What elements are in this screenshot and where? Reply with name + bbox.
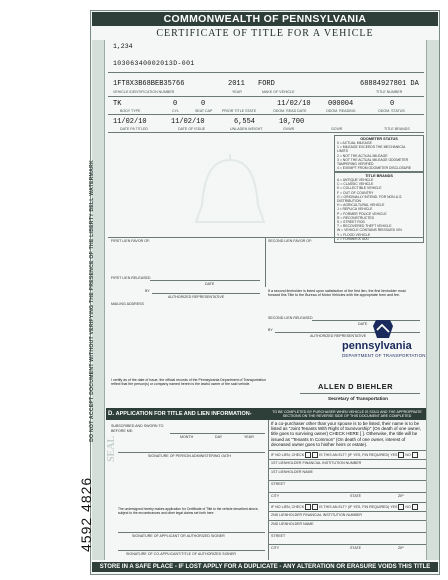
footer-warning: STORE IN A SAFE PLACE - IF LOST APPLY FOR A DUPLICATE - ANY ALTERATION OR ERASURE VOIDS THIS TITLE: [92, 562, 438, 572]
title-brand-item: A = ANTIQUE VEHICLE: [337, 178, 374, 182]
unladen-weight-label: UNLADEN WEIGHT: [230, 127, 263, 131]
no-lien-label: IF NO LIEN, CHECK: [271, 452, 305, 457]
date-pa-titled-value: 11/02/10: [113, 118, 147, 126]
elt-question: IS THIS AN ELT? (IF YES, FIN REQUIRED): [319, 504, 390, 509]
first-state-label: STATE: [350, 494, 362, 498]
subscribed-sworn-label: SUBSCRIBED AND SWORN TO BEFORE ME:: [111, 424, 164, 433]
title-brand-item: J = REPLICA VEHICLE: [337, 207, 373, 212]
liberty-bell-watermark: [170, 150, 290, 240]
odometer-status-label: ODOM. STATUS: [378, 109, 405, 113]
applicant-signature-line[interactable]: [118, 532, 265, 533]
odometer-status-item: 0 = ACTUAL MILEAGE: [337, 141, 372, 145]
seat-cap-label: SEAT CAP: [195, 109, 213, 113]
yes-checkbox-2[interactable]: [398, 504, 404, 510]
title-brand-item: F = OUT OF COUNTRY: [337, 190, 374, 195]
title-number-value: 68884927801 DA: [360, 80, 419, 88]
penndot-keystone-icon: [372, 318, 394, 340]
title-brands-label: TITLE BRANDS: [384, 127, 410, 131]
section-d-letter: D.: [108, 411, 114, 417]
title-brands-title: TITLE BRANDS: [365, 174, 393, 178]
make-label: MAKE OF VEHICLE: [262, 90, 295, 94]
year-label: YEAR: [232, 90, 242, 94]
dept-sub: DEPARTMENT OF TRANSPORTATION: [342, 353, 426, 358]
first-lien-date-label: DATE: [205, 282, 215, 286]
gcwr-label: GCWR: [331, 127, 343, 131]
coapplicant-signature-label: SIGNATURE OF CO-APPLICANT/TITLE OF AUTHORIZED SIGNER: [126, 552, 236, 556]
cyl-value: 0: [173, 100, 178, 108]
second-street-label: STREET: [271, 534, 286, 538]
first-city-label: CITY: [271, 494, 280, 498]
oath-signature-label: SIGNATURE OF PERSON ADMINISTERING OATH: [148, 454, 231, 458]
second-lien-released-line[interactable]: [312, 320, 420, 321]
title-brand-item: C = CLASSIC VEHICLE: [337, 182, 374, 187]
first-lien-by-label: BY: [145, 289, 150, 293]
document-subtitle: CERTIFICATE OF TITLE FOR A VEHICLE: [156, 28, 374, 39]
seal-mark: SEAL: [106, 435, 117, 462]
second-lienholder-fin-label: 2ND LIENHOLDER FINANCIAL INSTITUTION NUMBER: [271, 513, 362, 517]
odometer-status-item: 2 = NOT THE ACTUAL MILEAGE: [337, 153, 388, 158]
divider: [268, 459, 426, 460]
second-state-label: STATE: [350, 546, 362, 550]
no-lien-checkbox-2[interactable]: [305, 504, 311, 510]
second-lien-notice: If a second lienholder is listed upon satisfaction of the first lien, the first lienholder must forward this Title to the Bureau of Motor Vehicles with the appropriate form and fee.: [268, 289, 406, 298]
second-lien-auth-rep-label: AUTHORIZED REPRESENTATIVE: [310, 334, 367, 338]
divider: [268, 544, 426, 545]
date-of-issue-label: DATE OF ISSUE: [178, 127, 206, 131]
coapplicant-signature-line[interactable]: [118, 550, 265, 551]
section-d-header: [106, 408, 268, 420]
banner-title: COMMONWEALTH OF PENNSYLVANIA: [92, 12, 438, 26]
second-city-label: CITY: [271, 546, 280, 550]
year-value: 2011: [228, 80, 245, 88]
odometer-status-item: 1 = MILEAGE EXCEEDS THE MECHANICAL: [337, 145, 406, 150]
gvwr-label: GVWR: [283, 127, 295, 131]
divider: [265, 237, 266, 287]
odometer-status-item: TAMPERING VERIFIED: [337, 162, 374, 167]
title-brand-item: K = COLLECTIBLE VEHICLE: [337, 186, 382, 191]
title-brand-item: S = STREET ROD: [337, 220, 365, 225]
cyl-label: CYL: [172, 109, 179, 113]
month-label: MONTH: [180, 435, 194, 439]
odometer-status-item: 3 = NOT THE ACTUAL MILEAGE ODOMETER: [337, 157, 409, 162]
prior-state-label: PRIOR TITLE STATE: [222, 109, 257, 113]
first-lien-favor-label: FIRST LIEN FAVOR OF:: [111, 239, 151, 243]
watermark-warning: DO NOT ACCEPT DOCUMENT WITHOUT VERIFYING THE PRESENCE OF THE LIBERTY BELL WATERMARK: [89, 160, 95, 442]
year-label-oath: YEAR: [244, 435, 254, 439]
odometer-date-label: ODOM. READ DATE: [273, 109, 307, 113]
mailing-address-label: MAILING ADDRESS: [111, 302, 144, 306]
no-label: NO: [405, 504, 411, 509]
no-checkbox-2[interactable]: [412, 504, 418, 510]
vin-value: 1FT8X3B68BEB35766: [113, 80, 185, 88]
first-lien-released-line[interactable]: [150, 280, 260, 281]
odometer-status-legend: [334, 135, 424, 172]
title-brands-legend: [334, 172, 424, 243]
oath-date-line[interactable]: [170, 433, 265, 434]
title-brand-item: R = RECONSTRUCTED: [337, 215, 375, 220]
second-lien-released-label: SECOND LIEN RELEASED: [268, 316, 313, 320]
applicant-statement: The undersigned hereby makes application for Certificate of Title to the vehicle described above, subject to the encumbrances and other legal claims set forth here.: [118, 507, 259, 515]
right-security-border: [426, 40, 439, 560]
secretary-name: ALLEN D BIEHLER: [318, 382, 393, 391]
divider: [268, 520, 426, 521]
second-lienholder-name-label: 2ND LIENHOLDER NAME: [271, 522, 314, 526]
secretary-title: Secretary of Transportation: [328, 396, 388, 401]
divider: [268, 492, 426, 493]
joint-tenancy-text: If a co-purchaser other than your spouse is to be listed, their name is to be listed as "Joint Tenants With Right of Survivorship" (On death of one owner, title goes to surviving owner) CHECK HERE [ ]. Otherwise, the title will be issued as "Tenants In Common" (On death of one owner, interest of deceased owner goes to his/her heirs or estate).: [271, 421, 421, 447]
odometer-status-item: LIMITS: [337, 149, 348, 154]
second-lien-by-line[interactable]: [275, 332, 420, 333]
divider: [268, 420, 269, 560]
make-value: FORD: [258, 80, 275, 88]
serial-number: 4592 4826: [78, 476, 94, 552]
divider: [268, 502, 426, 503]
section-d-instructions: TO BE COMPLETED BY PURCHASER WHEN VEHICLE IS SOLD AND THE APPROPRIATE SECTIONS ON THE REVERSE SIDE OF THIS DOCUMENT ARE COMPLETED: [268, 408, 426, 420]
divider: [108, 114, 424, 115]
first-lien-by-line[interactable]: [152, 293, 260, 294]
first-lienholder-name-label: 1ST LIENHOLDER NAME: [271, 470, 313, 474]
first-zip-label: ZIP: [398, 494, 404, 498]
divider: [108, 72, 424, 73]
second-zip-label: ZIP: [398, 546, 404, 550]
first-lienholder-fin-label: 1ST LIENHOLDER FINANCIAL INSTITUTION NUMBER: [271, 461, 362, 465]
second-lien-by-label: BY: [268, 328, 273, 332]
divider: [268, 450, 426, 451]
signature-line: [300, 393, 420, 394]
odometer-reading-label: ODOM. READING: [326, 109, 356, 113]
title-number-label: TITLE NUMBER: [376, 90, 403, 94]
certification-text: I certify as of the date of issue, the official records of the Pennsylvania Department of Transportation reflect that the person(s) or company named herein is the lawful owner of the said vehicle.: [111, 378, 266, 387]
day-label: DAY: [215, 435, 223, 439]
no-lien-row-2: [271, 504, 418, 510]
applicant-signature-label: SIGNATURE OF APPLICANT OR AUTHORIZED SIGNER: [132, 534, 225, 538]
odometer-status-value: 0: [390, 100, 395, 108]
title-brand-item: G = ORIGINALLY INTEND. FOR NON-U.S.: [337, 194, 403, 199]
vin-label: VEHICLE IDENTIFICATION NUMBER: [113, 90, 175, 94]
title-brand-item: T = RECOVERED THEFT VEHICLE: [337, 224, 392, 229]
unladen-weight-value: 6,554: [234, 118, 256, 126]
first-street-label: STREET: [271, 482, 286, 486]
body-type-label: BODY TYPE: [120, 109, 141, 113]
oath-signature-line[interactable]: [118, 452, 265, 453]
no-label: NO: [405, 452, 411, 457]
divider: [268, 511, 426, 512]
title-brand-item: DISTRIBUTION: [337, 199, 361, 204]
title-brand-item: W = VEHICLE CONTAINS REISSUED VIN: [337, 228, 402, 233]
divider: [268, 532, 426, 533]
date-pa-titled-label: DATE PA TITLED: [120, 127, 148, 131]
odometer-status-title: ODOMETER STATUS: [360, 137, 398, 141]
no-lien-label: IF NO LIEN, CHECK: [271, 504, 305, 509]
elt-checkbox-2[interactable]: [312, 504, 318, 510]
title-brand-item: Z = FORMER A TAXI: [337, 236, 369, 241]
yes-checkbox[interactable]: [398, 452, 404, 458]
dept-name: pennsylvania: [342, 340, 412, 352]
odometer-status-list: [337, 141, 421, 170]
no-lien-checkbox[interactable]: [305, 452, 311, 458]
section-d-title: APPLICATION FOR TITLE AND LIEN INFORMATION-: [115, 411, 252, 417]
title-brand-item: H = AGRICULTURAL VEHICLE: [337, 203, 385, 208]
odometer-reading-value: 000004: [328, 100, 354, 108]
odometer-status-item: 4 = EXEMPT FROM ODOMETER DISCLOSURE: [337, 166, 412, 171]
title-brand-item: P = FORMER POLICE VEHICLE: [337, 211, 387, 216]
second-lien-favor-label: SECOND LIEN FAVOR OF:: [268, 239, 313, 243]
date-of-issue-value: 11/02/10: [171, 118, 205, 126]
divider: [268, 468, 426, 469]
divider: [268, 480, 426, 481]
control-number: 1,234: [113, 43, 133, 50]
seat-cap-value: 0: [201, 100, 206, 108]
first-lien-auth-rep-label: AUTHORIZED REPRESENTATIVE: [168, 295, 225, 299]
gvwr-value: 10,700: [279, 118, 305, 126]
first-lien-released-label: FIRST LIEN RELEASED: [111, 276, 151, 280]
no-checkbox[interactable]: [412, 452, 418, 458]
yes-label: YES: [390, 452, 398, 457]
yes-label: YES: [390, 504, 398, 509]
title-brand-item: Y = FLOOD VEHICLE: [337, 232, 371, 237]
divider: [108, 96, 424, 97]
body-type-value: TK: [113, 100, 122, 108]
odometer-date-value: 11/02/10: [277, 100, 311, 108]
divider: [108, 237, 424, 238]
no-lien-row: [271, 452, 418, 458]
barcode-number: 10306340002013D-001: [113, 60, 195, 67]
elt-question: IS THIS AN ELT? (IF YES, FIN REQUIRED): [319, 452, 390, 457]
elt-checkbox[interactable]: [312, 452, 318, 458]
divider: [108, 132, 424, 133]
second-lien-date-label: DATE: [358, 322, 368, 326]
title-brands-list: [337, 178, 421, 241]
